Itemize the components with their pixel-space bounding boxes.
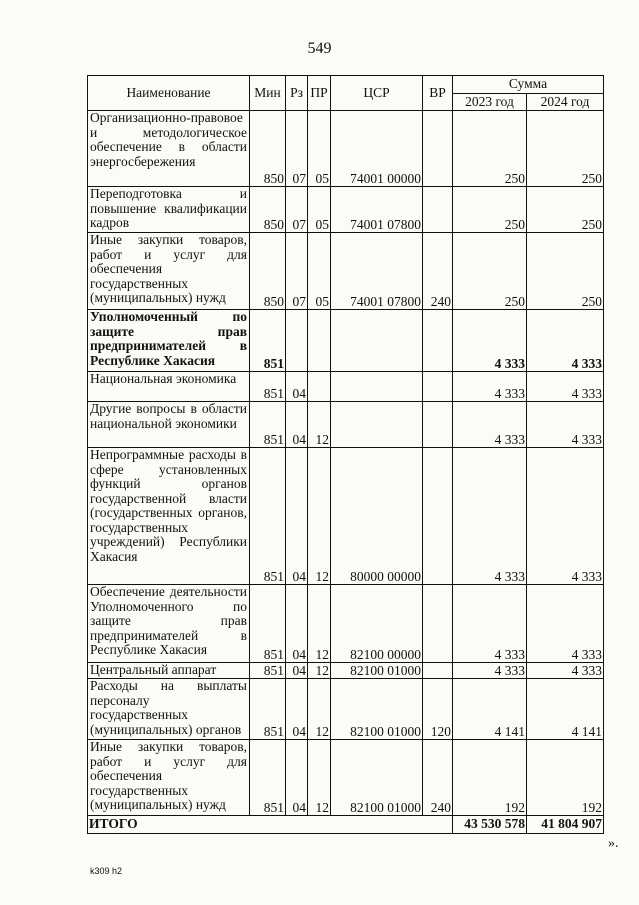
table-row (88, 448, 604, 585)
header-pr: ПР (308, 76, 331, 111)
table-cell-2024: 4 141 (527, 679, 604, 740)
table-cell-rz: 04 (286, 663, 308, 679)
table-cell-name: Иные закупки товаров, работ и услуг для обеспечения государственных (муниципальных) нужд (88, 233, 250, 310)
table-row (88, 187, 604, 233)
table-cell-vr (423, 585, 453, 663)
table-cell-pr (308, 372, 331, 402)
table-cell-2023: 4 333 (453, 585, 527, 663)
table-cell-vr: 240 (423, 233, 453, 310)
table-row (88, 740, 604, 816)
total-y2023: 43 530 578 (453, 816, 527, 834)
total-row (88, 816, 604, 834)
table-cell-rz: 07 (286, 233, 308, 310)
table-cell-csr (331, 310, 423, 372)
table-cell-vr: 240 (423, 740, 453, 816)
table-cell-2023: 250 (453, 111, 527, 187)
table-cell-vr: 120 (423, 679, 453, 740)
table-cell-pr: 12 (308, 448, 331, 585)
table-cell-2023: 4 333 (453, 448, 527, 585)
table-cell-name: Уполномоченный по защите прав предпринимателей в Республике Хакасия (88, 310, 250, 372)
table-cell-min: 851 (250, 448, 286, 585)
header-sum: Сумма (453, 76, 604, 94)
table-cell-min: 851 (250, 679, 286, 740)
table-cell-csr: 74001 00000 (331, 111, 423, 187)
table-cell-rz: 04 (286, 740, 308, 816)
table-cell-min: 851 (250, 740, 286, 816)
table-cell-csr: 82100 01000 (331, 740, 423, 816)
table-cell-2023: 192 (453, 740, 527, 816)
table-cell-vr (423, 448, 453, 585)
table-cell-name: Национальная экономика (88, 372, 250, 402)
table-cell-pr: 05 (308, 233, 331, 310)
table-cell-2024: 4 333 (527, 372, 604, 402)
table-cell-name: Иные закупки товаров, работ и услуг для обеспечения государственных (муниципальных) нужд (88, 740, 250, 816)
table-cell-pr: 05 (308, 111, 331, 187)
table-cell-min: 850 (250, 111, 286, 187)
table-body (88, 111, 604, 834)
table-cell-vr (423, 372, 453, 402)
table-cell-min: 851 (250, 663, 286, 679)
table-cell-2024: 4 333 (527, 663, 604, 679)
table-cell-pr (308, 310, 331, 372)
table-cell-vr (423, 187, 453, 233)
table-row (88, 111, 604, 187)
table-cell-2024: 250 (527, 233, 604, 310)
table-cell-rz: 04 (286, 372, 308, 402)
table-row (88, 663, 604, 679)
page-number: 549 (307, 40, 332, 57)
table-cell-pr: 12 (308, 679, 331, 740)
table-row (88, 233, 604, 310)
table-cell-csr: 82100 01000 (331, 679, 423, 740)
table-cell-vr (423, 310, 453, 372)
table-cell-rz: 07 (286, 111, 308, 187)
table-cell-csr: 80000 00000 (331, 448, 423, 585)
table-cell-min: 851 (250, 402, 286, 448)
table-cell-vr (423, 663, 453, 679)
table-cell-2023: 4 333 (453, 663, 527, 679)
table-cell-min: 851 (250, 372, 286, 402)
table-cell-rz: 04 (286, 679, 308, 740)
table-cell-name: Расходы на выплаты персоналу государственных (муниципальных) органов (88, 679, 250, 740)
table-cell-vr (423, 402, 453, 448)
total-suffix: ». (608, 836, 619, 851)
table-cell-2023: 4 141 (453, 679, 527, 740)
footer-code: k309 h2 (90, 866, 123, 876)
table-cell-pr: 12 (308, 663, 331, 679)
table-cell-2023: 4 333 (453, 310, 527, 372)
table-cell-2024: 250 (527, 187, 604, 233)
table-cell-2023: 250 (453, 233, 527, 310)
table-cell-name: Непрограммные расходы в сфере установленных функций органов государственной власти (государственных органов, государственных учреждений) Республики Хакасия (88, 448, 250, 585)
table-cell-csr: 74001 07800 (331, 233, 423, 310)
table-cell-csr: 82100 01000 (331, 663, 423, 679)
table-cell-rz: 04 (286, 448, 308, 585)
table-cell-rz: 07 (286, 187, 308, 233)
table-cell-2024: 250 (527, 111, 604, 187)
table-row (88, 310, 604, 372)
table-cell-2023: 4 333 (453, 402, 527, 448)
table-cell-2023: 4 333 (453, 372, 527, 402)
table-cell-2024: 192 (527, 740, 604, 816)
table-cell-name: Переподготовка и повышение квалификации кадров (88, 187, 250, 233)
total-label: ИТОГО (88, 816, 453, 834)
header-2024: 2024 год (527, 94, 604, 111)
header-name: Наименование (88, 76, 250, 111)
table-cell-csr: 82100 00000 (331, 585, 423, 663)
table-cell-min: 851 (250, 585, 286, 663)
table-cell-min: 850 (250, 187, 286, 233)
table-row (88, 402, 604, 448)
table-cell-rz: 04 (286, 402, 308, 448)
table-cell-csr (331, 372, 423, 402)
table-cell-2024: 4 333 (527, 448, 604, 585)
total-y2024: 41 804 907 (527, 816, 604, 834)
table-cell-rz: 04 (286, 585, 308, 663)
table-cell-pr: 12 (308, 585, 331, 663)
table-cell-min: 851 (250, 310, 286, 372)
table-cell-2023: 250 (453, 187, 527, 233)
header-rz: Рз (286, 76, 308, 111)
table-cell-vr (423, 111, 453, 187)
budget-table (87, 75, 604, 834)
header-vr: ВР (423, 76, 453, 111)
table-cell-2024: 4 333 (527, 310, 604, 372)
table-cell-name: Другие вопросы в области национальной экономики (88, 402, 250, 448)
table-cell-name: Обеспечение деятельности Уполномоченного по защите прав предпринимателей в Республике Хакасия (88, 585, 250, 663)
table-cell-csr (331, 402, 423, 448)
table-cell-2024: 4 333 (527, 402, 604, 448)
table-row (88, 679, 604, 740)
table-row (88, 585, 604, 663)
table-row (88, 372, 604, 402)
table-cell-name: Организационно-правовое и методологическое обеспечение в области энергосбережения (88, 111, 250, 187)
table-cell-csr: 74001 07800 (331, 187, 423, 233)
table-cell-pr: 12 (308, 740, 331, 816)
header-min: Мин (250, 76, 286, 111)
header-csr: ЦСР (331, 76, 423, 111)
table-cell-min: 850 (250, 233, 286, 310)
header-2023: 2023 год (453, 94, 527, 111)
table-cell-pr: 12 (308, 402, 331, 448)
table-cell-name: Центральный аппарат (88, 663, 250, 679)
table-cell-2024: 4 333 (527, 585, 604, 663)
table-cell-pr: 05 (308, 187, 331, 233)
table-cell-rz (286, 310, 308, 372)
